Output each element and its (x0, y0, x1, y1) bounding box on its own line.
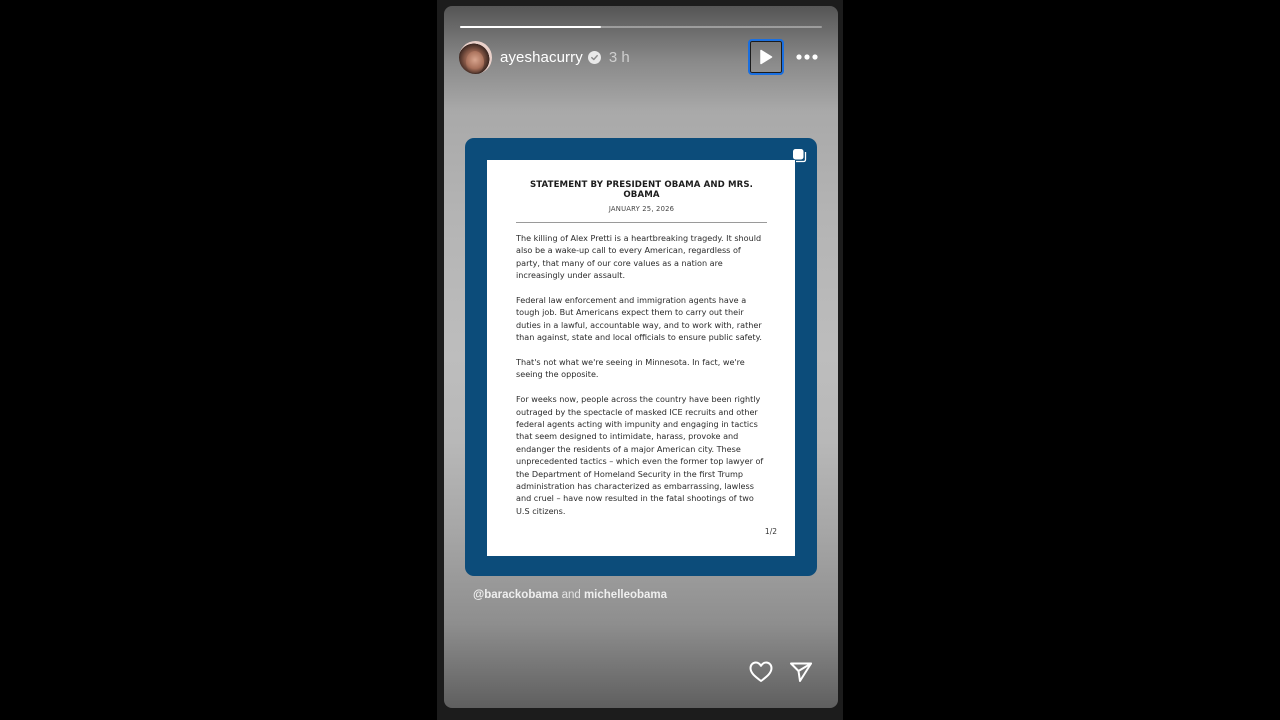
play-icon (759, 49, 773, 65)
share-button[interactable] (788, 659, 814, 685)
document-paragraph: That's not what we're seeing in Minnesota. In fact, we're seeing the opposite. (516, 357, 745, 380)
heart-icon (749, 661, 773, 683)
post-timestamp: 3 h (608, 48, 630, 66)
story-card[interactable] (444, 6, 838, 708)
statement-document (487, 160, 795, 556)
document-paragraph: The killing of Alex Pretti is a heartbreaking tragedy. It should also be a wake-up call to every American, regardless of party, that many of our core values as a nation are increasingly under assault. (516, 233, 762, 281)
page-number: 1/2 (764, 527, 777, 536)
document-divider (516, 222, 767, 223)
document-paragraph: Federal law enforcement and immigration agents have a tough job. But Americans expect them to carry out their duties in a lawful, accountable way, and to work with, rather than against, state and local officials to ensure public safety. (516, 295, 762, 343)
verified-badge-icon (588, 51, 601, 64)
avatar[interactable] (459, 41, 492, 74)
mention-connector: and (558, 589, 584, 601)
document-paragraph: For weeks now, people across the country have been rightly outraged by the spectacle of masked ICE recruits and other federal agents acting with impunity and engaging in tactics that seem designed to intimidate, harass, provoke and endanger the residents of a major American city. These unprecedented tactics – which even the former top lawyer of the Department of Homeland Security in the first Trump administration has characterized as embarrassing, lawless and cruel – have now resulted in the fatal shootings of two U.S citizens. (516, 394, 764, 516)
story-header (459, 40, 822, 74)
more-horizontal-icon (796, 54, 818, 60)
document-date: JANUARY 25, 2026 (608, 205, 675, 213)
document-title: STATEMENT BY PRESIDENT OBAMA AND MRS. OBAMA (529, 180, 754, 200)
story-progress-bar (460, 26, 822, 28)
username-link[interactable]: ayeshacurry (500, 48, 583, 66)
story-media[interactable] (465, 138, 817, 576)
mention-barackobama[interactable]: @barackobama (473, 589, 559, 601)
play-button[interactable] (748, 39, 784, 75)
mention-michelleobama[interactable]: michelleobama (583, 589, 668, 601)
more-options-button[interactable] (792, 42, 822, 72)
send-icon (789, 661, 813, 683)
story-progress-fill (460, 26, 601, 28)
like-button[interactable] (748, 659, 774, 685)
mentions-caption (473, 589, 667, 601)
